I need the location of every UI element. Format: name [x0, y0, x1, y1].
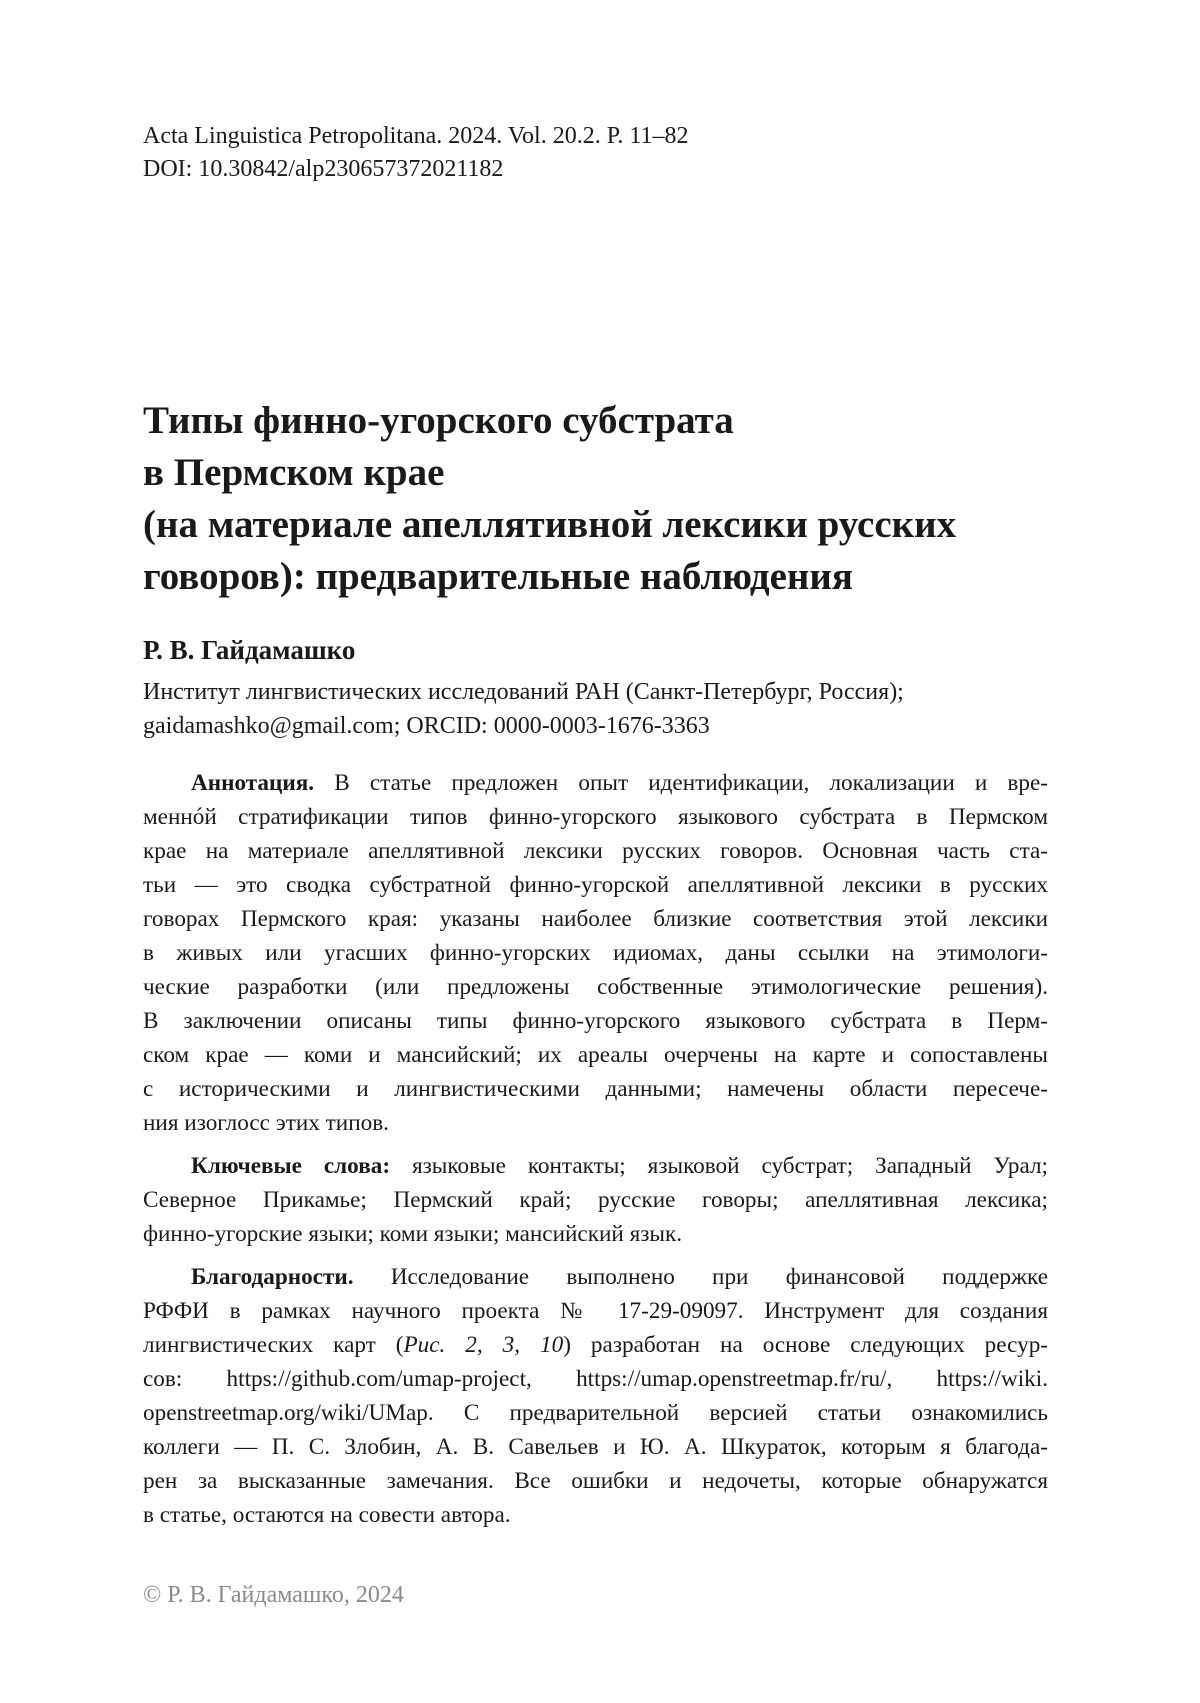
title-line: (на материале апеллятивной лексики русских [143, 499, 1048, 551]
keywords-line: Ключевые слова: языковые контакты; языковой субстрат; Западный Урал; [143, 1149, 1048, 1183]
title-line: в Пермском крае [143, 447, 1048, 499]
affiliation-line: Институт лингвистических исследований РАН (Санкт-Петербург, Россия); [143, 675, 904, 709]
keywords-line: финно-угорские языки; коми языки; мансийский язык. [143, 1217, 1048, 1251]
journal-header [143, 120, 689, 186]
abstract-label: Аннотация. [191, 770, 314, 796]
abstract-line: в живых или угасших финно-угорских идиомах, даны ссылки на этимологи- [143, 936, 1048, 970]
journal-citation: Acta Linguistica Petropolitana. 2024. Vol. 20.2. P. 11–82 [143, 120, 689, 153]
title-line: говоров): предварительные наблюдения [143, 551, 1048, 603]
abstract-line: говорах Пермского края: указаны наиболее близкие соответствия этой лексики [143, 902, 1048, 936]
abstract-line: ния изоглосс этих типов. [143, 1106, 1048, 1140]
acknowledgements-line: сов: https://github.com/umap-project, https://umap.openstreetmap.fr/ru/, https://wiki. [143, 1362, 1048, 1396]
keywords-line: Северное Прикамье; Пермский край; русские говоры; апеллятивная лексика; [143, 1183, 1048, 1217]
acknowledgements-line: Благодарности. Исследование выполнено при финансовой поддержке [143, 1260, 1048, 1294]
contact-line: gaidamashko@gmail.com; ORCID: 0000-0003-1676-3363 [143, 709, 904, 743]
abstract [143, 766, 1048, 1140]
copyright-notice: © Р. В. Гайдамашко, 2024 [143, 1578, 404, 1612]
acknowledgements-line: рен за высказанные замечания. Все ошибки и недочеты, которые обнаружатся [143, 1464, 1048, 1498]
acknowledgements-line: коллеги — П. С. Злобин, А. В. Савельев и Ю. А. Шкураток, которым я благода- [143, 1430, 1048, 1464]
acknowledgements-line: в статье, остаются на совести автора. [143, 1498, 1048, 1532]
abstract-line: тьи — это сводка субстратной финно-угорской апеллятивной лексики в русских [143, 868, 1048, 902]
acknowledgements-line: лингвистических карт (Рис. 2, 3, 10) разработан на основе следующих ресур- [143, 1328, 1048, 1362]
article-first-page [143, 0, 1048, 1703]
abstract-line: Аннотация. В статье предложен опыт идентификации, локализации и вре- [143, 766, 1048, 800]
abstract-line: крае на материале апеллятивной лексики русских говоров. Основная часть ста- [143, 834, 1048, 868]
doi: DOI: 10.30842/alp230657372021182 [143, 153, 689, 186]
acknowledgements-label: Благодарности. [191, 1264, 354, 1290]
acknowledgements [143, 1260, 1048, 1532]
author-affiliation [143, 675, 904, 743]
title-line: Типы финно-угорского субстрата [143, 395, 1048, 447]
author-name: Р. В. Гайдамашко [143, 633, 355, 667]
figure-reference: Рис. 2, 3, 10 [403, 1332, 563, 1358]
article-title [143, 395, 1048, 603]
abstract-line: меннóй стратификации типов финно-угорского языкового субстрата в Пермском [143, 800, 1048, 834]
keywords [143, 1149, 1048, 1251]
acknowledgements-line: РФФИ в рамках научного проекта № 17-29-09097. Инструмент для создания [143, 1294, 1048, 1328]
acknowledgements-line: openstreetmap.org/wiki/UMap. С предварительной версией статьи ознакомились [143, 1396, 1048, 1430]
keywords-label: Ключевые слова: [191, 1153, 390, 1179]
abstract-line: В заключении описаны типы финно-угорского языкового субстрата в Перм- [143, 1004, 1048, 1038]
abstract-line: ческие разработки (или предложены собственные этимологические решения). [143, 970, 1048, 1004]
abstract-line: с историческими и лингвистическими данными; намечены области пересече- [143, 1072, 1048, 1106]
abstract-line: ском крае — коми и мансийский; их ареалы очерчены на карте и сопоставлены [143, 1038, 1048, 1072]
